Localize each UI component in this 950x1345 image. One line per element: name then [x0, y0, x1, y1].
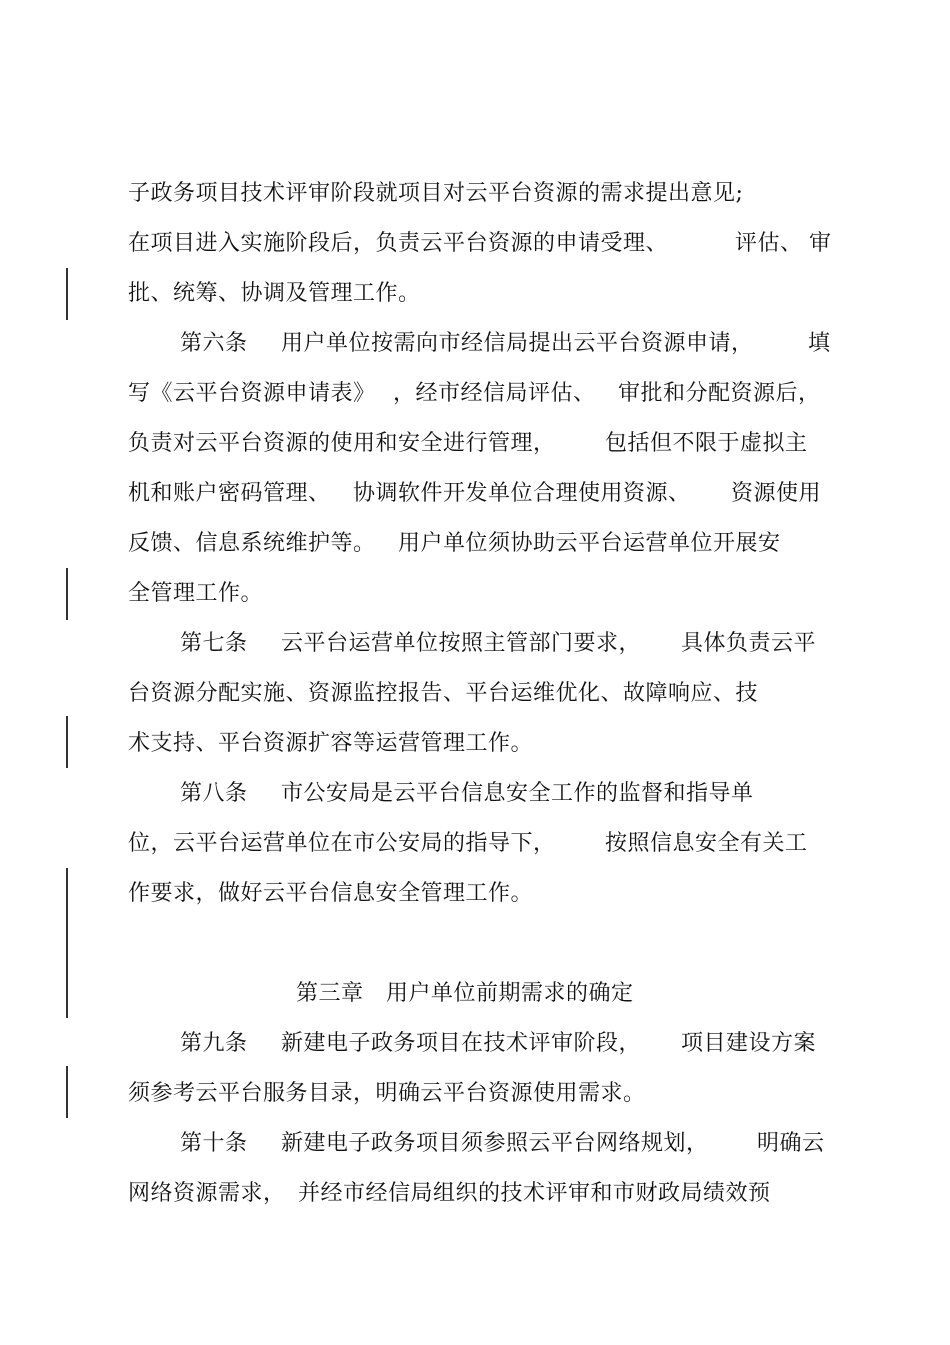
text-segment: 市公安局是云平台信息安全工作的监督和指导单 [281, 781, 754, 806]
text-segment: 协调软件开发单位合理使用资源、 [353, 481, 691, 506]
text-segment: 具体负责云平 [681, 631, 817, 656]
text-segment: 用户单位按需向市经信局提出云平台资源申请， [281, 331, 754, 356]
text-segment: 网络资源需求， [128, 1181, 286, 1206]
text-segment: 审 [809, 231, 832, 256]
revision-bar [66, 716, 68, 768]
text-segment: 反馈、信息系统维护等。 [128, 531, 376, 556]
text-segment: 机和账户密码管理、 [128, 481, 331, 506]
text-segment: 须参考云平台服务目录，明确云平台资源使用需求。 [128, 1081, 646, 1106]
text-segment: 新建电子政务项目须参照云平台网络规划， [281, 1131, 709, 1156]
revision-bar [66, 568, 68, 620]
article-number: 第八条 [180, 781, 248, 806]
revision-bar [66, 868, 68, 1018]
revision-bar [66, 268, 68, 320]
chapter-heading: 第三章 用户单位前期需求的确定 [296, 981, 634, 1006]
text-segment: 项目建设方案 [681, 1031, 817, 1056]
article-number: 第七条 [180, 631, 248, 656]
revision-bar [66, 1066, 68, 1118]
text-segment: 写《云平台资源申请表》 [128, 381, 376, 406]
article-number: 第十条 [180, 1131, 248, 1156]
text-segment: 负责对云平台资源的使用和安全进行管理， [128, 431, 556, 456]
text-segment: 填 [808, 331, 831, 356]
text-segment: 位，云平台运营单位在市公安局的指导下， [128, 831, 556, 856]
text-segment: 台资源分配实施、资源监控报告、平台运维优化、故障响应、技 [128, 681, 759, 706]
text-segment: 术支持、平台资源扩容等运营管理工作。 [128, 731, 534, 756]
text-segment: 批、统筹、协调及管理工作。 [128, 281, 421, 306]
text-segment: 评估、 [735, 231, 803, 256]
text-segment: 用户单位须协助云平台运营单位开展安 [398, 531, 781, 556]
article-number: 第九条 [180, 1031, 248, 1056]
text-segment: 新建电子政务项目在技术评审阶段， [281, 1031, 642, 1056]
article-number: 第六条 [180, 331, 248, 356]
text-segment: 云平台运营单位按照主管部门要求， [281, 631, 642, 656]
text-segment: 明确云 [757, 1131, 825, 1156]
text-segment: 审批和分配资源后， [618, 381, 821, 406]
text-segment: 资源使用 [731, 481, 822, 506]
text-segment: 子政务项目技术评审阶段就项目对云平台资源的需求提出意见; [128, 181, 744, 206]
text-segment: 包括但不限于虚拟主 [605, 431, 808, 456]
text-segment: 作要求，做好云平台信息安全管理工作。 [128, 881, 534, 906]
text-segment: 全管理工作。 [128, 581, 264, 606]
text-segment: 在项目进入实施阶段后，负责云平台资源的申请受理、 [128, 231, 669, 256]
text-segment: 并经市经信局组织的技术评审和市财政局绩效预 [298, 1181, 771, 1206]
text-segment: ，经市经信局评估、 [393, 381, 596, 406]
text-segment: 按照信息安全有关工 [605, 831, 808, 856]
